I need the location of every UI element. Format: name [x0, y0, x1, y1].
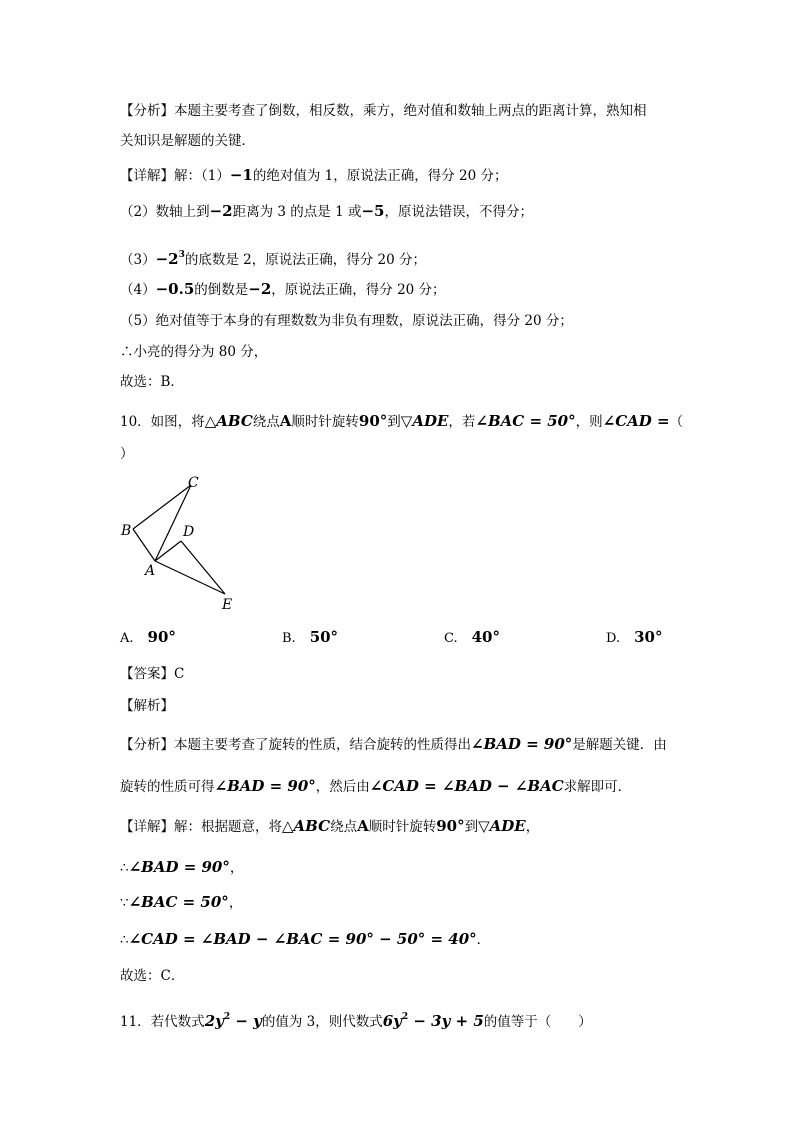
text: 的倒数是 — [194, 282, 249, 298]
text: 的值等于（ ） — [483, 1014, 592, 1030]
text: ，原说法错误，不得分； — [384, 204, 533, 220]
segment-ac — [155, 485, 191, 561]
jiexi-line: 【解析】 — [120, 698, 174, 714]
text: 11．若代数式 — [120, 1014, 205, 1030]
math: − 3y + 5 — [408, 1012, 484, 1030]
text: （4） — [120, 282, 156, 298]
math: A — [279, 412, 292, 430]
text: 10．如图，将 — [120, 414, 205, 430]
option-value: 40° — [471, 628, 500, 646]
text: 【详解】解：（1） — [120, 168, 230, 184]
math: ∠BAC = 50° — [128, 893, 229, 911]
option-value: 30° — [634, 628, 663, 646]
text: ∴ — [120, 932, 129, 948]
segment-de — [181, 541, 225, 594]
detail-line-2 — [120, 201, 533, 222]
text: ，原说法正确，得分 20 分； — [271, 282, 446, 298]
rotation-figure — [115, 473, 255, 613]
text: ∴ — [120, 860, 129, 876]
detail-line-4 — [120, 279, 446, 300]
text: （2）数轴上到 — [120, 204, 210, 220]
detail-line-3 — [120, 245, 426, 270]
text: ． — [476, 932, 491, 948]
text: （3） — [120, 252, 156, 268]
text: ，若 — [448, 414, 476, 430]
option-value: 90° — [147, 628, 176, 646]
label-c: C — [188, 475, 199, 491]
math: △ABC — [282, 817, 331, 835]
math: ∠BAD = 90° — [128, 858, 230, 876]
math: ▽ADE — [400, 412, 449, 430]
option-letter: B. — [282, 631, 296, 646]
text: ∵ — [120, 895, 129, 911]
math: ▽ADE — [478, 817, 526, 835]
math: △ABC — [204, 412, 253, 430]
detail-10-line-2 — [120, 857, 243, 878]
text: 顺时针旋转 — [291, 414, 359, 430]
math: −2 — [248, 280, 272, 298]
question-10 — [120, 411, 683, 432]
math: ∠BAD = 90° — [214, 777, 316, 795]
answer-line: 【答案】C — [120, 666, 185, 682]
math: − y — [230, 1012, 262, 1030]
option-a[interactable] — [120, 628, 176, 646]
question-10-close: ） — [120, 446, 134, 462]
math: ∠BAD = 90° — [471, 735, 573, 753]
math: −2 — [209, 202, 233, 220]
math: A — [357, 817, 369, 835]
text: ， — [228, 895, 243, 911]
option-letter: C. — [444, 631, 458, 646]
text: 到 — [387, 414, 401, 430]
text: ， — [229, 860, 244, 876]
option-letter: A. — [120, 631, 134, 646]
detail-line-7: 故选：B． — [120, 374, 184, 390]
text: 是解题关键．由 — [572, 737, 667, 753]
label-b: B — [121, 523, 132, 539]
text: 【详解】解：根据题意，将 — [120, 819, 282, 835]
text: 旋转的性质可得 — [120, 779, 215, 795]
math: ∠CAD = ∠BAD − ∠BAC = 90° − 50° = 40° — [128, 930, 477, 948]
text: 求解即可． — [563, 779, 632, 795]
option-letter: D. — [606, 631, 621, 646]
question-11 — [120, 1007, 592, 1032]
analysis-line-1: 【分析】本题主要考查了倒数，相反数，乘方，绝对值和数轴上两点的距离计算，熟知相 — [120, 103, 647, 119]
text: （ — [669, 414, 684, 430]
text: 的值为 3，则代数式 — [261, 1014, 383, 1030]
math: −2 — [155, 250, 179, 268]
math: 90° — [358, 412, 388, 430]
option-d[interactable] — [606, 628, 662, 646]
detail-line-6: ∴小亮的得分为 80 分， — [120, 344, 268, 360]
segment-ad — [155, 541, 181, 561]
math: 2y — [204, 1012, 224, 1030]
detail-10-line-4 — [120, 929, 490, 950]
math: −0.5 — [155, 280, 195, 298]
text: 【分析】本题主要考查了旋转的性质，结合旋转的性质得出 — [120, 737, 471, 753]
detail-10-line-1 — [120, 816, 539, 837]
text: 的底数是 2，原说法正确，得分 20 分； — [184, 252, 427, 268]
segment-bc — [133, 485, 191, 529]
math: −1 — [229, 166, 253, 184]
analysis-10-line-2 — [120, 776, 631, 797]
text: 绕点 — [252, 414, 280, 430]
text: 距离为 3 的点是 1 或 — [232, 204, 362, 220]
math: ∠BAC = 50° — [475, 412, 576, 430]
math: −5 — [361, 202, 385, 220]
option-c[interactable] — [444, 628, 500, 646]
label-d: D — [183, 524, 195, 540]
math: 90° — [436, 817, 465, 835]
math: ∠CAD = — [602, 412, 670, 430]
math: 6y — [382, 1012, 402, 1030]
text: 到 — [464, 819, 479, 835]
option-b[interactable] — [282, 628, 338, 646]
option-value: 50° — [309, 628, 339, 646]
text: 顺时针旋转 — [368, 819, 437, 835]
analysis-line-2: 关知识是解题的关键． — [120, 133, 255, 149]
text: ， — [525, 819, 540, 835]
detail-10-line-5: 故选：C． — [120, 968, 185, 984]
detail-line-5: （5）绝对值等于本身的有理数数为非负有理数，原说法正确，得分 20 分； — [120, 313, 573, 329]
text: 绕点 — [330, 819, 358, 835]
text: ，然后由 — [315, 779, 370, 795]
text: 的绝对值为 1，原说法正确，得分 20 分； — [252, 168, 508, 184]
label-a: A — [145, 563, 156, 579]
math: ∠CAD = ∠BAD − ∠BAC — [369, 777, 564, 795]
segment-ae — [155, 561, 225, 594]
detail-10-line-3 — [120, 892, 242, 913]
detail-line-1 — [120, 165, 508, 186]
math-sup: 3 — [178, 250, 185, 260]
label-e: E — [222, 597, 233, 613]
math-sup: 2 — [401, 1012, 409, 1022]
math-sup: 2 — [223, 1012, 231, 1022]
analysis-10-line-1 — [120, 734, 667, 755]
text: ，则 — [575, 414, 603, 430]
segment-ba — [133, 529, 155, 561]
